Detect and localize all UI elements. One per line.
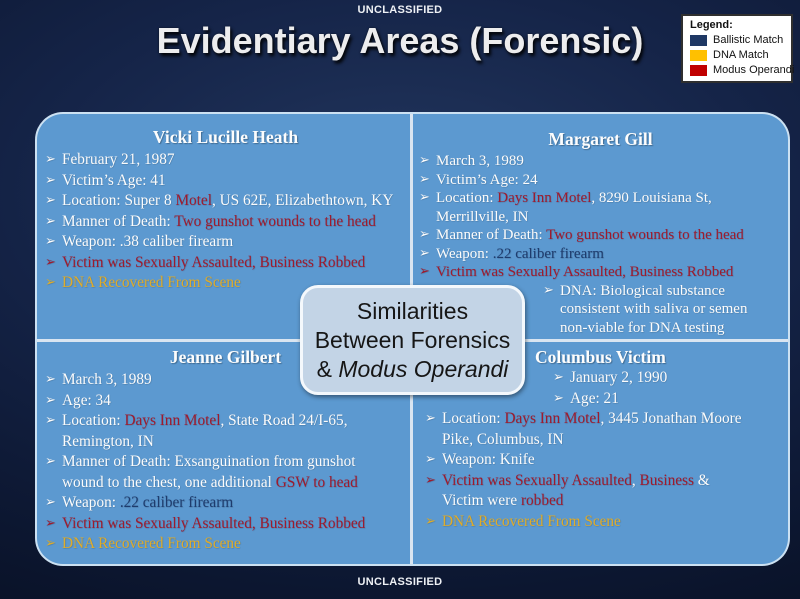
bullet-text-segment: Two gunshot wounds to the head	[546, 227, 744, 243]
bullet-item	[45, 212, 406, 233]
bullet-text-segment: non-viable for DNA testing	[560, 319, 725, 336]
bullet-item	[419, 171, 782, 190]
bullet-text-segment: Weapon:	[436, 245, 493, 262]
bullet-text-segment: DNA Recovered From Scene	[62, 274, 241, 291]
bullet-list	[45, 370, 406, 555]
bullet-text-segment: Victim was Sexually Assaulted, Business Robbed	[436, 264, 734, 280]
bullet-text-segment: Victim’s Age: 41	[62, 171, 166, 189]
bullet-arrow-icon: ➢	[419, 190, 430, 205]
bullet-arrow-icon: ➢	[45, 152, 56, 167]
bullet-text-segment: March 3, 1989	[62, 371, 152, 388]
bullet-item	[45, 191, 406, 212]
bullet-text-segment: Manner of Death:	[436, 227, 547, 243]
bullet-arrow-icon: ➢	[45, 392, 56, 408]
legend-color-swatch-icon	[690, 65, 707, 76]
bullet-item	[425, 471, 780, 512]
bullet-item	[425, 512, 780, 533]
bullet-text-segment: Age: 34	[62, 391, 111, 409]
bullet-text-segment: February 21, 1987	[62, 151, 175, 168]
legend-box	[681, 14, 793, 83]
bullet-text-segment: consistent with saliva or semen	[560, 301, 748, 317]
bullet-item	[45, 514, 406, 535]
legend-color-swatch-icon	[690, 50, 707, 61]
bullet-text-segment: DNA: Biological substance	[560, 282, 725, 299]
classification-banner-top: UNCLASSIFIED	[357, 4, 443, 16]
legend-item-label: DNA Match	[713, 49, 769, 61]
bullet-item	[543, 282, 782, 338]
bullet-item	[553, 389, 780, 410]
bullet-text-segment: ,	[631, 471, 640, 489]
bullet-item	[45, 232, 406, 253]
bullet-arrow-icon: ➢	[419, 245, 430, 261]
bullet-item	[419, 263, 782, 282]
bullet-text-segment: .22 caliber firearm	[492, 245, 604, 262]
bullet-item	[45, 534, 406, 555]
bullet-text-segment: Victim was Sexually Assaulted	[442, 471, 632, 489]
bullet-item	[45, 171, 406, 192]
bullet-arrow-icon: ➢	[425, 452, 436, 467]
bullet-text-segment: January 2, 1990	[570, 369, 668, 386]
bullet-text-segment: GSW to head	[275, 473, 358, 491]
bullet-text-segment: Weapon:	[62, 494, 120, 511]
bullet-arrow-icon: ➢	[45, 254, 56, 270]
bullet-text-segment: , 8290 Louisiana St,	[591, 190, 712, 206]
legend-item-label: Modus Operandi	[713, 64, 795, 76]
bullet-item	[45, 253, 406, 274]
bullet-item	[419, 226, 782, 245]
bullet-text-segment: Merrillville, IN	[436, 208, 529, 225]
bullet-text-segment: DNA Recovered From Scene	[62, 535, 241, 552]
bullet-text-segment: Weapon: Knife	[442, 451, 535, 468]
bullet-text-segment: Victim was Sexually Assaulted, Business Robbed	[62, 514, 366, 532]
center-box-text: Between Forensics	[314, 326, 511, 353]
bullet-arrow-icon: ➢	[45, 515, 56, 531]
bullet-arrow-icon: ➢	[419, 153, 430, 168]
quadrant-title: Columbus Victim	[535, 347, 666, 367]
bullet-list	[45, 150, 406, 294]
bullet-arrow-icon: ➢	[45, 536, 56, 551]
center-box-line	[357, 297, 468, 326]
bullet-arrow-icon: ➢	[45, 372, 56, 387]
bullet-item	[425, 450, 780, 471]
legend-color-swatch-icon	[690, 35, 707, 46]
legend-item-label: Ballistic Match	[713, 34, 784, 46]
center-box-text: Similarities	[356, 297, 469, 324]
bullet-item	[425, 409, 780, 450]
bullet-arrow-icon: ➢	[45, 275, 56, 290]
bullet-text-segment: wound to the chest, one additional	[62, 473, 276, 491]
bullet-arrow-icon: ➢	[45, 213, 56, 229]
bullet-text-segment: Victim were	[442, 492, 521, 509]
page-title: Evidentiary Areas (Forensic)	[156, 20, 644, 61]
bullet-item	[419, 189, 782, 226]
bullet-text-segment: Victim’s Age: 24	[436, 171, 538, 188]
bullet-item	[419, 152, 782, 171]
bullet-arrow-icon: ➢	[553, 370, 564, 385]
bullet-arrow-icon: ➢	[45, 454, 56, 469]
bullet-arrow-icon: ➢	[419, 171, 430, 187]
bullet-text-segment: Location:	[62, 412, 125, 429]
legend-item	[690, 64, 795, 76]
bullet-text-segment: Days Inn Motel	[124, 412, 221, 429]
bullet-text-segment: Location:	[442, 410, 505, 427]
bullet-arrow-icon: ➢	[553, 390, 564, 406]
bullet-arrow-icon: ➢	[425, 411, 436, 426]
bullet-text-segment: .22 caliber firearm	[119, 494, 234, 511]
bullet-arrow-icon: ➢	[419, 264, 430, 279]
bullet-text-segment: Two gunshot wounds to the head	[174, 212, 376, 230]
bullet-arrow-icon: ➢	[425, 472, 436, 488]
legend-item	[690, 34, 787, 46]
bullet-text-segment: DNA Recovered From Scene	[442, 512, 621, 530]
bullet-text-segment: Location: Super 8	[62, 192, 176, 209]
bullet-item	[45, 452, 406, 493]
bullet-arrow-icon: ➢	[419, 227, 430, 242]
bullet-item	[553, 368, 780, 389]
bullet-text-segment: Business	[639, 471, 694, 489]
bullet-arrow-icon: ➢	[45, 234, 56, 249]
legend-items	[690, 34, 795, 76]
bullet-text-segment: March 3, 1989	[436, 153, 524, 169]
bullet-text-segment: Motel	[175, 192, 212, 209]
legend-title: Legend:	[690, 19, 733, 31]
quadrant-title: Jeanne Gilbert	[169, 347, 282, 367]
bullet-arrow-icon: ➢	[45, 413, 56, 428]
bullet-text-segment: robbed	[520, 492, 564, 509]
bullet-text-segment: Location:	[436, 190, 498, 206]
bullet-item	[45, 411, 406, 452]
bullet-item	[45, 493, 406, 514]
bullet-text-segment: Weapon: .38 caliber firearm	[62, 233, 234, 250]
bullet-text-segment: , State Road 24/I-65,	[220, 412, 348, 429]
center-box-line	[317, 355, 509, 384]
bullet-text-segment: Age: 21	[570, 389, 619, 407]
similarities-callout-box	[300, 285, 525, 395]
bullet-text-segment: Pike, Columbus, IN	[442, 430, 564, 448]
bullet-text-segment: Days Inn Motel	[497, 190, 592, 206]
quadrant-title: Margaret Gill	[548, 129, 653, 149]
bullet-text-segment: Remington, IN	[62, 432, 154, 450]
bullet-text-segment: Victim was Sexually Assaulted, Business Robbed	[62, 253, 366, 271]
bullet-arrow-icon: ➢	[425, 513, 436, 529]
bullet-text-segment: Days Inn Motel	[504, 410, 601, 427]
bullet-text-segment: Manner of Death: Exsanguination from gunshot	[62, 453, 356, 470]
bullet-arrow-icon: ➢	[543, 282, 554, 298]
bullet-item	[45, 150, 406, 171]
center-box-line	[315, 326, 511, 355]
center-box-text: &	[316, 355, 339, 382]
bullet-text-segment: , US 62E, Elizabethtown, KY	[211, 192, 394, 209]
classification-banner-bottom: UNCLASSIFIED	[357, 576, 443, 588]
bullet-text-segment: Manner of Death:	[62, 212, 175, 230]
bullet-arrow-icon: ➢	[45, 172, 56, 188]
bullet-text-segment: &	[693, 471, 710, 489]
legend-item	[690, 49, 787, 61]
bullet-arrow-icon: ➢	[45, 495, 56, 510]
quadrant-title: Vicki Lucille Heath	[152, 127, 299, 147]
bullet-arrow-icon: ➢	[45, 193, 56, 208]
bullet-text-segment: , 3445 Jonathan Moore	[600, 410, 742, 427]
bullet-item	[419, 245, 782, 264]
center-box-text: Modus Operandi	[338, 355, 509, 382]
